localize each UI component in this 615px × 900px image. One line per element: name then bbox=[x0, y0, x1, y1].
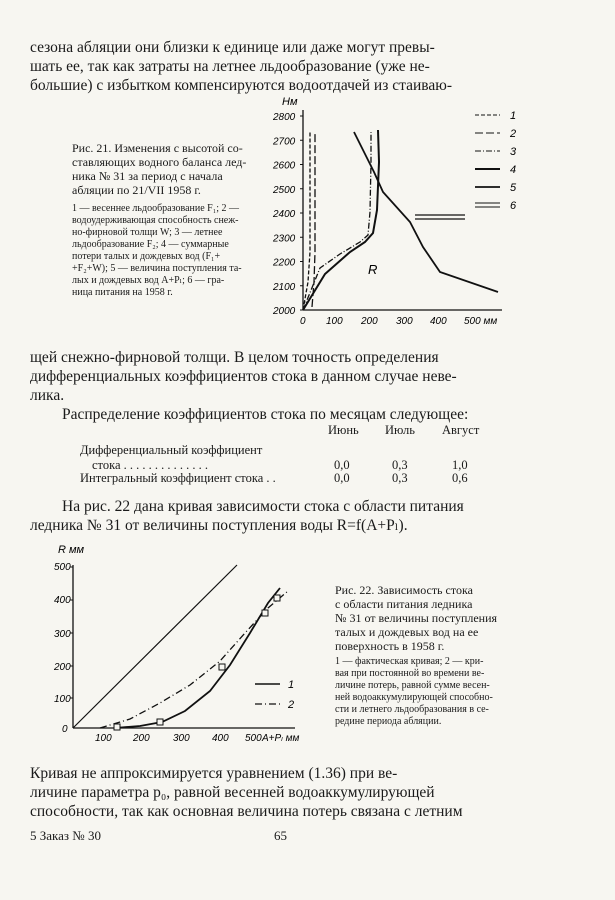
legend-line: личине потерь, равной сумме весен- bbox=[335, 680, 490, 691]
legend-line: редине периода абляции. bbox=[335, 716, 442, 727]
x-tick-label: A+Pₗ мм bbox=[262, 733, 300, 744]
fig21-legend-text bbox=[72, 203, 260, 299]
y-axis-unit: R мм bbox=[58, 544, 85, 556]
table-cell: 0,0 bbox=[334, 471, 350, 485]
legend-number: 4 bbox=[510, 164, 517, 176]
text-line: щей снежно-фирновой толщи. В целом точность определения bbox=[30, 349, 439, 366]
legend-number: 3 bbox=[510, 146, 517, 158]
x-tick-label: 100 bbox=[326, 316, 343, 327]
legend-number: 5 bbox=[510, 182, 517, 194]
x-ticks bbox=[95, 733, 299, 744]
legend-number: 1 bbox=[510, 110, 517, 122]
curve-1-spring-ice bbox=[303, 132, 310, 310]
text-line: сезона абляции они близки к единице или даже могут превы- bbox=[30, 39, 435, 56]
fig22-legend bbox=[255, 679, 294, 711]
table-header: Июль bbox=[385, 423, 415, 437]
y-tick-label: 2100 bbox=[273, 281, 296, 293]
table-row-label: Дифференциальный коэффициент bbox=[80, 443, 263, 457]
curve-2-water-retention bbox=[312, 132, 315, 307]
caption-line: № 31 от величины поступления bbox=[335, 611, 498, 625]
y-tick-label: 300 bbox=[54, 629, 71, 640]
caption-line: с области питания ледника bbox=[335, 597, 473, 611]
fig22-caption bbox=[335, 583, 535, 653]
y-tick-label: 200 bbox=[54, 662, 71, 673]
fig21-chart bbox=[270, 92, 545, 330]
y-tick-label: 0 bbox=[62, 724, 68, 735]
reference-line bbox=[73, 565, 237, 728]
legend-line: 1 — фактическая кривая; 2 — кри- bbox=[335, 656, 484, 667]
y-tick-label: 2600 bbox=[273, 160, 296, 172]
table-cell: 0,3 bbox=[392, 471, 408, 485]
table-header: Август bbox=[442, 423, 480, 437]
y-tick-label: 2000 bbox=[273, 306, 296, 317]
fig21-legend bbox=[475, 110, 517, 212]
y-tick-label: 2500 bbox=[273, 184, 296, 196]
x-tick-label: 300 bbox=[396, 316, 413, 327]
caption-line: талых и дождевых вод на ее bbox=[335, 625, 479, 639]
legend-line: ней водоаккумулирующей способно- bbox=[335, 692, 493, 703]
legend-line: льдообразование F₂; 4 — суммарные bbox=[72, 239, 229, 250]
legend-line: потери талых и дождевых вод (F₁+ bbox=[72, 251, 221, 262]
x-tick-label: 200 bbox=[133, 733, 150, 744]
text-line: личине параметра p₀, равной весенней водоаккумулирующей bbox=[30, 784, 435, 801]
legend-line: но-фирновой толщи W; 3 — летнее bbox=[72, 227, 223, 238]
legend-line: ница питания на 1958 г. bbox=[72, 287, 173, 298]
x-tick-label: 100 bbox=[95, 733, 112, 744]
text-line: способности, так как основная величина потерь связана с летним bbox=[30, 803, 463, 820]
y-tick-label: 2400 bbox=[273, 209, 296, 220]
y-tick-label: 400 bbox=[54, 595, 71, 606]
text-line: Кривая не аппроксимируется уравнением (1.36) при ве- bbox=[30, 765, 398, 782]
middle-paragraph bbox=[30, 348, 532, 424]
page-number: 65 bbox=[274, 828, 287, 843]
legend-number: 6 bbox=[510, 200, 517, 212]
bottom-paragraph bbox=[30, 764, 532, 821]
top-paragraph bbox=[30, 38, 532, 95]
fig22-legend-text bbox=[335, 656, 535, 728]
y-tick-label: 2300 bbox=[273, 233, 296, 245]
legend-number: 1 bbox=[288, 679, 295, 691]
text-line: шать ее, так как затраты на летнее льдообразование (уже не- bbox=[30, 58, 430, 75]
y-tick-label: 500 bbox=[54, 562, 71, 573]
caption-line: ника № 31 за период с начала bbox=[72, 169, 223, 183]
curve-1-actual bbox=[115, 588, 280, 728]
table-row-label: стока . . . . . . . . . . . . . . bbox=[92, 458, 209, 472]
curve-3-summer-ice bbox=[303, 132, 371, 310]
x-ticks bbox=[300, 316, 497, 327]
region-label-r: R bbox=[368, 262, 378, 277]
coefficients-table bbox=[80, 423, 510, 485]
table-cell: 0,6 bbox=[452, 471, 468, 485]
caption-line: абляции по 21/VII 1958 г. bbox=[72, 183, 201, 197]
data-marker bbox=[219, 664, 225, 670]
legend-line: вая при постоянной во времени ве- bbox=[335, 668, 485, 679]
legend-line: лых и дождевых вод A+Pₗ; 6 — гра- bbox=[72, 275, 225, 286]
data-marker bbox=[262, 610, 268, 616]
footer-signature: 5 Заказ № 30 bbox=[30, 828, 101, 843]
legend-number: 2 bbox=[288, 699, 295, 711]
x-tick-label: 500 bbox=[245, 733, 262, 744]
table-cell: 0,3 bbox=[392, 458, 408, 472]
y-ticks bbox=[53, 562, 71, 735]
caption-line: Рис. 22. Зависимость стока bbox=[335, 583, 473, 597]
text-line: дифференциальных коэффициентов стока в данном случае неве- bbox=[30, 368, 457, 385]
text-line: лика. bbox=[30, 387, 65, 404]
y-tick-label: 2800 bbox=[273, 112, 296, 123]
text-line: На рис. 22 дана кривая зависимости стока с области питания bbox=[62, 498, 464, 515]
caption-line: ставляющих водного баланса лед- bbox=[72, 155, 247, 169]
data-marker bbox=[274, 595, 280, 601]
x-tick-label: 400 bbox=[430, 316, 447, 327]
legend-line: +F₂+W); 5 — величина поступления та- bbox=[72, 263, 242, 274]
data-marker bbox=[114, 724, 120, 730]
text-line: ледника № 31 от величины поступления воды R=f(A+Pₗ). bbox=[30, 517, 408, 534]
table-cell: 0,0 bbox=[334, 458, 350, 472]
caption-line: поверхность в 1958 г. bbox=[335, 639, 445, 653]
text-line: Распределение коэффициентов стока по месяцам следующее: bbox=[62, 406, 469, 423]
y-tick-label: 2200 bbox=[273, 257, 296, 269]
curve-2-constant-losses bbox=[100, 591, 288, 728]
x-tick-label: 400 bbox=[212, 733, 229, 744]
x-tick-label: 500 мм bbox=[464, 316, 498, 327]
data-marker bbox=[157, 719, 163, 725]
y-tick-label: 100 bbox=[54, 694, 71, 705]
fig22-chart bbox=[40, 543, 320, 748]
table-cell: 1,0 bbox=[452, 458, 468, 472]
x-tick-label: 300 bbox=[173, 733, 190, 744]
caption-line: Рис. 21. Изменения с высотой со- bbox=[72, 141, 243, 155]
text-line: большие) с избытком компенсируются водоотдачей из стаиваю- bbox=[30, 77, 452, 94]
y-tick-label: 2700 bbox=[273, 136, 296, 148]
fig22-intro bbox=[30, 497, 540, 535]
table-row-label: Интегральный коэффициент стока . . bbox=[80, 471, 276, 485]
legend-line: водоудерживающая способность снеж- bbox=[72, 215, 239, 226]
table-header: Июнь bbox=[328, 423, 359, 437]
legend-line: 1 — весеннее льдообразование F₁; 2 — bbox=[72, 203, 239, 214]
legend-line: сти и летнего льдообразования в се- bbox=[335, 704, 489, 715]
y-axis-unit: Нм bbox=[282, 96, 298, 108]
x-tick-label: 200 bbox=[361, 316, 378, 327]
x-tick-label: 0 bbox=[300, 316, 306, 327]
legend-number: 2 bbox=[510, 128, 517, 140]
fig21-caption bbox=[72, 141, 260, 197]
